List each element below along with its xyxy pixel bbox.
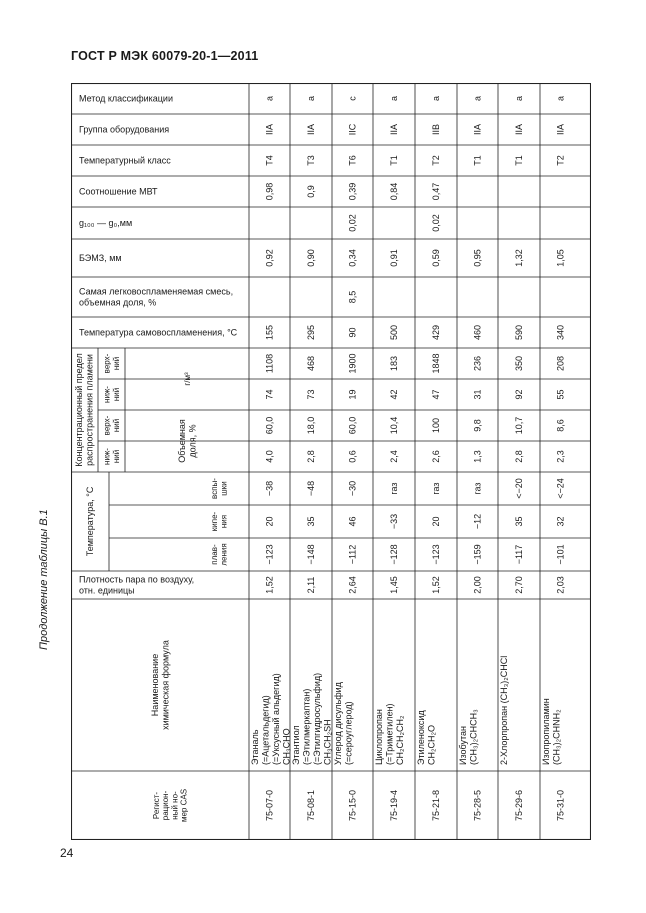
header-t-flash: вспы-шки bbox=[210, 478, 229, 499]
cell-name-line: Этаналь bbox=[250, 729, 260, 765]
cell-name-line: Этиленоксид bbox=[416, 710, 426, 765]
cell-name-line: 2-Хлорпропан (CH₃)₂CHCl bbox=[499, 655, 509, 765]
cell-method: a bbox=[389, 95, 399, 102]
cell-lower-vol: 0,6 bbox=[347, 450, 358, 463]
cell-name-line: (=сероуглерод) bbox=[343, 701, 354, 765]
cell-temp-class: T2 bbox=[555, 155, 566, 166]
cell-method: a bbox=[555, 95, 566, 102]
header-lower-vol: ниж-ний bbox=[102, 448, 121, 465]
header-method: Метод классификации bbox=[79, 93, 173, 104]
cell-t-melt: −128 bbox=[389, 544, 399, 565]
cell-lower-gm: 31 bbox=[472, 389, 483, 400]
cell-cas: 75-28-5 bbox=[472, 789, 483, 822]
cell-name-line: Этантиол bbox=[291, 725, 301, 765]
cell-autoignition: 295 bbox=[306, 324, 316, 341]
cell-t-flash: −30 bbox=[347, 480, 358, 497]
cell-lower-gm: 55 bbox=[555, 389, 566, 400]
header-cas: Регист-рацион-ный но-мер CAS bbox=[152, 788, 189, 823]
cell-bemz: 0,91 bbox=[389, 249, 399, 267]
cell-bemz: 0,90 bbox=[306, 249, 316, 267]
header-autoignition: Температура самовоспламенения, °С bbox=[79, 327, 238, 338]
cell-equip-group: IIB bbox=[431, 123, 441, 136]
cell-t-melt: −112 bbox=[347, 544, 358, 565]
cell-t-flash: газ bbox=[472, 482, 483, 495]
cell-upper-gm: 1848 bbox=[431, 353, 441, 374]
header-most-flammable: Самая легковоспламеняемая смесь, объемная доля, % bbox=[79, 286, 234, 308]
cell-lower-vol: 2,3 bbox=[555, 450, 566, 463]
header-equip-group: Группа оборудования bbox=[79, 124, 170, 135]
header-upper-vol: верх-ний bbox=[102, 415, 121, 436]
cell-lower-vol: 4,0 bbox=[264, 450, 275, 463]
header-gdiff: g₁₀₀ — g₀,мм bbox=[79, 218, 133, 228]
cell-vapor-density: 1,52 bbox=[264, 576, 275, 594]
cell-name bbox=[333, 681, 354, 765]
cell-cas: 75-31-0 bbox=[555, 789, 566, 822]
cell-t-melt: −123 bbox=[264, 544, 275, 565]
cell-upper-vol: 18,0 bbox=[306, 416, 316, 435]
cell-mvt: 0,9 bbox=[306, 185, 316, 198]
cell-bemz: 0,34 bbox=[347, 249, 358, 267]
cell-name-line: (=Уксусный альдегид) bbox=[271, 673, 281, 765]
cell-cas: 75-21-8 bbox=[431, 789, 441, 822]
cell-equip-group: IIA bbox=[514, 123, 524, 136]
cell-lower-gm: 73 bbox=[306, 389, 316, 400]
document-title: ГОСТ Р МЭК 60079-20-1—2011 bbox=[71, 49, 259, 63]
cell-bemz: 0,59 bbox=[431, 249, 441, 267]
cell-mvt: 0,98 bbox=[264, 182, 275, 201]
cell-vapor-density: 2,11 bbox=[306, 576, 316, 594]
cell-name-line: (CH₃)₂CHNH₂ bbox=[551, 709, 562, 765]
cell-t-boil: 20 bbox=[431, 516, 441, 527]
cell-temp-class: T6 bbox=[347, 155, 358, 166]
cell-equip-group: IIA bbox=[472, 123, 483, 136]
cell-t-melt: −123 bbox=[431, 544, 441, 565]
cell-temp-class: T1 bbox=[514, 155, 524, 166]
cell-method: a bbox=[264, 95, 275, 102]
cell-upper-gm: 350 bbox=[514, 355, 524, 372]
cell-t-boil: −33 bbox=[389, 513, 399, 530]
cell-name-line: Циклопропан bbox=[374, 709, 384, 765]
cell-temp-class: T1 bbox=[472, 155, 483, 166]
cell-mvt: 0,47 bbox=[431, 182, 441, 201]
cell-lower-vol: 2,4 bbox=[389, 450, 399, 463]
cell-vapor-density: 1,45 bbox=[389, 576, 399, 594]
header-temperature: Температура, °С bbox=[85, 486, 96, 557]
header-upper-gm: верх-ний bbox=[102, 353, 121, 374]
cell-autoignition: 429 bbox=[431, 324, 441, 341]
cell-t-melt: −101 bbox=[555, 544, 566, 565]
header-t-melt: плав-ления bbox=[210, 543, 229, 566]
header-temp-class: Температурный класс bbox=[79, 155, 171, 166]
cell-lower-vol: 1,3 bbox=[472, 450, 483, 463]
cell-temp-class: T3 bbox=[306, 155, 316, 166]
cell-t-flash: <−20 bbox=[514, 478, 524, 499]
cell-equip-group: IIA bbox=[555, 123, 566, 136]
cell-cas: 75-15-0 bbox=[347, 789, 358, 822]
header-bemz: БЭМЗ, мм bbox=[79, 253, 122, 263]
cell-t-boil: 20 bbox=[264, 516, 275, 527]
cell-t-boil: 35 bbox=[514, 516, 524, 527]
cell-name bbox=[541, 698, 562, 765]
cell-upper-gm: 208 bbox=[555, 355, 566, 372]
cell-temp-class: T4 bbox=[264, 155, 275, 166]
cell-gdiff: 0,02 bbox=[347, 214, 358, 232]
cell-upper-gm: 183 bbox=[389, 355, 399, 372]
table-svg bbox=[71, 83, 591, 840]
cell-bemz: 0,92 bbox=[264, 249, 275, 267]
cell-name-line: (=Этилмеркаптан) bbox=[301, 688, 312, 765]
cell-upper-gm: 1108 bbox=[264, 353, 275, 374]
rotated-data-table bbox=[71, 83, 591, 840]
cell-lower-gm: 47 bbox=[431, 389, 441, 400]
cell-method: c bbox=[347, 96, 358, 101]
cell-name-line: Углерод дисульфид bbox=[333, 682, 343, 765]
cell-method: a bbox=[431, 95, 441, 102]
cell-autoignition: 460 bbox=[472, 324, 483, 341]
cell-vapor-density: 2,03 bbox=[555, 576, 566, 594]
cell-lower-vol: 2,6 bbox=[431, 450, 441, 463]
cell-method: a bbox=[514, 95, 524, 102]
cell-bemz: 0,95 bbox=[472, 249, 483, 267]
table-continuation-caption: Продолжение таблицы В.1 bbox=[38, 509, 50, 650]
cell-name bbox=[458, 709, 479, 765]
cell-autoignition: 340 bbox=[555, 324, 566, 341]
cell-name-line: CH₃CH₂SH bbox=[322, 719, 333, 765]
cell-t-melt: −117 bbox=[514, 544, 524, 565]
cell-t-flash: газ bbox=[389, 482, 399, 495]
cell-lower-gm: 92 bbox=[514, 389, 524, 400]
cell-t-flash: −38 bbox=[264, 480, 275, 497]
cell-name-line: (=Триметилен) bbox=[384, 703, 395, 765]
cell-lower-gm: 42 bbox=[389, 389, 399, 400]
cell-t-boil: 32 bbox=[555, 516, 566, 527]
cell-upper-vol: 9,8 bbox=[472, 419, 483, 432]
cell-name-line: CH₃CHO bbox=[281, 728, 292, 765]
cell-upper-vol: 100 bbox=[431, 417, 441, 434]
cell-t-flash: <−24 bbox=[555, 478, 566, 499]
cell-t-boil: 35 bbox=[306, 516, 316, 527]
cell-autoignition: 155 bbox=[264, 324, 275, 341]
cell-gdiff: 0,02 bbox=[431, 214, 441, 232]
page-number: 24 bbox=[60, 846, 74, 860]
cell-equip-group: IIA bbox=[306, 123, 316, 136]
cell-temp-class: T1 bbox=[389, 155, 399, 166]
cell-name bbox=[291, 673, 333, 765]
cell-upper-gm: 236 bbox=[472, 355, 483, 372]
cell-upper-vol: 60,0 bbox=[264, 416, 275, 435]
cell-name-line: (=Ацетальдегид) bbox=[260, 695, 271, 765]
header-conc-limit: Концентрационный пределраспространения пламени bbox=[73, 353, 95, 467]
cell-name-line: CH₂CH₂CH₂ bbox=[395, 715, 405, 765]
header-t-boil: кипе-ния bbox=[210, 511, 229, 532]
cell-mvt: 0,39 bbox=[347, 182, 358, 201]
cell-upper-gm: 468 bbox=[306, 355, 316, 372]
cell-bemz: 1,05 bbox=[555, 249, 566, 267]
cell-method: a bbox=[306, 95, 316, 102]
cell-cas: 75-29-6 bbox=[514, 789, 524, 822]
cell-cas: 75-07-0 bbox=[264, 789, 275, 822]
cell-name bbox=[416, 710, 437, 765]
cell-t-flash: −48 bbox=[306, 480, 316, 497]
cell-name bbox=[374, 703, 405, 765]
cell-vapor-density: 1,52 bbox=[431, 576, 441, 594]
cell-upper-vol: 10,7 bbox=[514, 416, 524, 435]
cell-name bbox=[250, 673, 292, 765]
header-lower-gm: ниж-ний bbox=[102, 386, 121, 403]
cell-lower-gm: 74 bbox=[264, 389, 275, 400]
cell-t-boil: 46 bbox=[347, 516, 358, 527]
cell-name-line: (=Этилгидросульфид) bbox=[312, 672, 322, 765]
cell-vapor-density: 2,64 bbox=[347, 576, 358, 594]
cell-upper-vol: 8,6 bbox=[555, 419, 566, 432]
header-gm3: г/м³ bbox=[182, 372, 192, 386]
cell-vapor-density: 2,70 bbox=[514, 576, 524, 594]
cell-upper-vol: 60,0 bbox=[347, 416, 358, 435]
cell-bemz: 1,32 bbox=[514, 249, 524, 267]
header-name: Наименованиехимическая формула bbox=[149, 640, 171, 730]
cell-equip-group: IIA bbox=[389, 123, 399, 136]
cell-lower-vol: 2,8 bbox=[306, 450, 316, 463]
cell-t-melt: −159 bbox=[472, 544, 483, 565]
cell-name-line: (CH₃)₂CHCH₃ bbox=[468, 709, 479, 765]
cell-cas: 75-19-4 bbox=[389, 789, 399, 822]
cell-name-line: Изопропиламин bbox=[541, 698, 551, 765]
cell-autoignition: 500 bbox=[389, 324, 399, 341]
cell-lower-gm: 19 bbox=[347, 389, 358, 400]
cell-lower-vol: 2,8 bbox=[514, 450, 524, 463]
cell-t-melt: −148 bbox=[306, 544, 316, 565]
cell-name-line: CH₂CH₂O bbox=[426, 725, 437, 765]
cell-temp-class: T2 bbox=[431, 155, 441, 166]
cell-autoignition: 590 bbox=[514, 324, 524, 341]
cell-upper-vol: 10,4 bbox=[389, 416, 399, 435]
cell-t-flash: газ bbox=[431, 482, 441, 495]
header-vapor-density: Плотность пара по воздуху, отн. единицы bbox=[79, 574, 195, 596]
cell-cas: 75-08-1 bbox=[306, 789, 316, 822]
cell-name-line: Изобутан bbox=[458, 726, 468, 765]
cell-name bbox=[499, 656, 509, 765]
cell-method: a bbox=[472, 95, 483, 102]
cell-mvt: 0,84 bbox=[389, 182, 399, 201]
cell-equip-group: IIA bbox=[264, 123, 275, 136]
header-mvt: Соотношение МВТ bbox=[79, 186, 158, 197]
cell-most-flammable: 8,5 bbox=[347, 290, 358, 304]
cell-equip-group: IIC bbox=[347, 123, 358, 136]
header-volume: Объемнаядоля, % bbox=[176, 419, 198, 463]
cell-vapor-density: 2,00 bbox=[472, 576, 483, 594]
cell-autoignition: 90 bbox=[347, 327, 358, 338]
cell-t-boil: −12 bbox=[472, 513, 483, 530]
cell-upper-gm: 1900 bbox=[347, 353, 358, 374]
